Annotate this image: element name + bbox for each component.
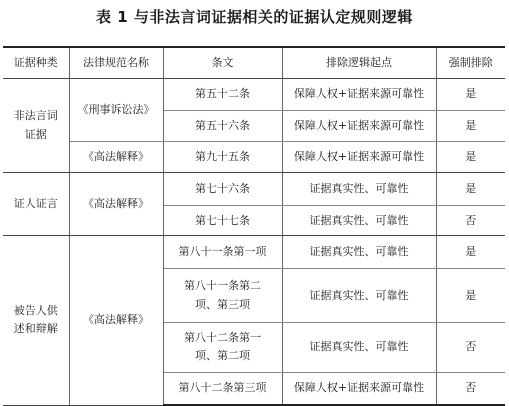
cell-exclusion-logic: 证据真实性、可靠性 <box>282 236 436 269</box>
cell-evidence-type: 证人证言 <box>3 173 69 236</box>
cell-exclusion-logic: 证据真实性、可靠性 <box>282 205 436 236</box>
cell-exclusion-logic: 保障人权+证据来源可靠性 <box>282 142 436 173</box>
cell-exclusion-logic: 保障人权+证据来源可靠性 <box>282 110 436 142</box>
cell-evidence-type: 被告人供述和辩解 <box>3 236 69 405</box>
evidence-rules-table <box>3 46 505 406</box>
cell-law-name: 《刑事诉讼法》 <box>69 79 163 142</box>
cell-exclusion-logic: 证据真实性、可靠性 <box>282 323 436 373</box>
cell-article: 第八十二条第三项 <box>163 372 282 405</box>
cell-mandatory: 否 <box>436 205 505 236</box>
cell-mandatory: 否 <box>436 323 505 373</box>
header-evidence-type: 证据种类 <box>3 47 69 79</box>
table-row <box>3 142 505 173</box>
cell-article: 第八十一条第一项 <box>163 236 282 269</box>
cell-exclusion-logic: 保障人权+证据来源可靠性 <box>282 79 436 111</box>
cell-mandatory: 否 <box>436 372 505 405</box>
cell-exclusion-logic: 保障人权+证据来源可靠性 <box>282 372 436 405</box>
cell-mandatory: 是 <box>436 142 505 173</box>
table-title: 表 1 与非法言词证据相关的证据认定规则逻辑 <box>96 8 413 26</box>
cell-exclusion-logic: 证据真实性、可靠性 <box>282 173 436 206</box>
cell-mandatory: 是 <box>436 173 505 206</box>
cell-exclusion-logic: 证据真实性、可靠性 <box>282 269 436 323</box>
cell-article: 第七十七条 <box>163 205 282 236</box>
table-row <box>3 173 505 206</box>
cell-article: 第五十六条 <box>163 110 282 142</box>
table-row <box>3 236 505 269</box>
cell-mandatory: 是 <box>436 79 505 111</box>
header-exclusion-logic: 排除逻辑起点 <box>282 47 436 79</box>
cell-law-name: 《高法解释》 <box>69 236 163 405</box>
table-row <box>3 79 505 111</box>
cell-mandatory: 是 <box>436 236 505 269</box>
header-law-name: 法律规范名称 <box>69 47 163 79</box>
cell-law-name: 《高法解释》 <box>69 142 163 173</box>
cell-article: 第八十一条第二项、第三项 <box>163 269 282 323</box>
table-body <box>3 79 505 406</box>
cell-mandatory: 是 <box>436 110 505 142</box>
cell-mandatory: 是 <box>436 269 505 323</box>
cell-article: 第九十五条 <box>163 142 282 173</box>
cell-law-name: 《高法解释》 <box>69 173 163 236</box>
cell-evidence-type: 非法言词证据 <box>3 79 69 173</box>
cell-article: 第七十六条 <box>163 173 282 206</box>
header-mandatory: 强制排除 <box>436 47 505 79</box>
header-article: 条文 <box>163 47 282 79</box>
cell-article: 第五十二条 <box>163 79 282 111</box>
header-row <box>3 47 505 79</box>
cell-article: 第八十二条第一项、第二项 <box>163 323 282 373</box>
